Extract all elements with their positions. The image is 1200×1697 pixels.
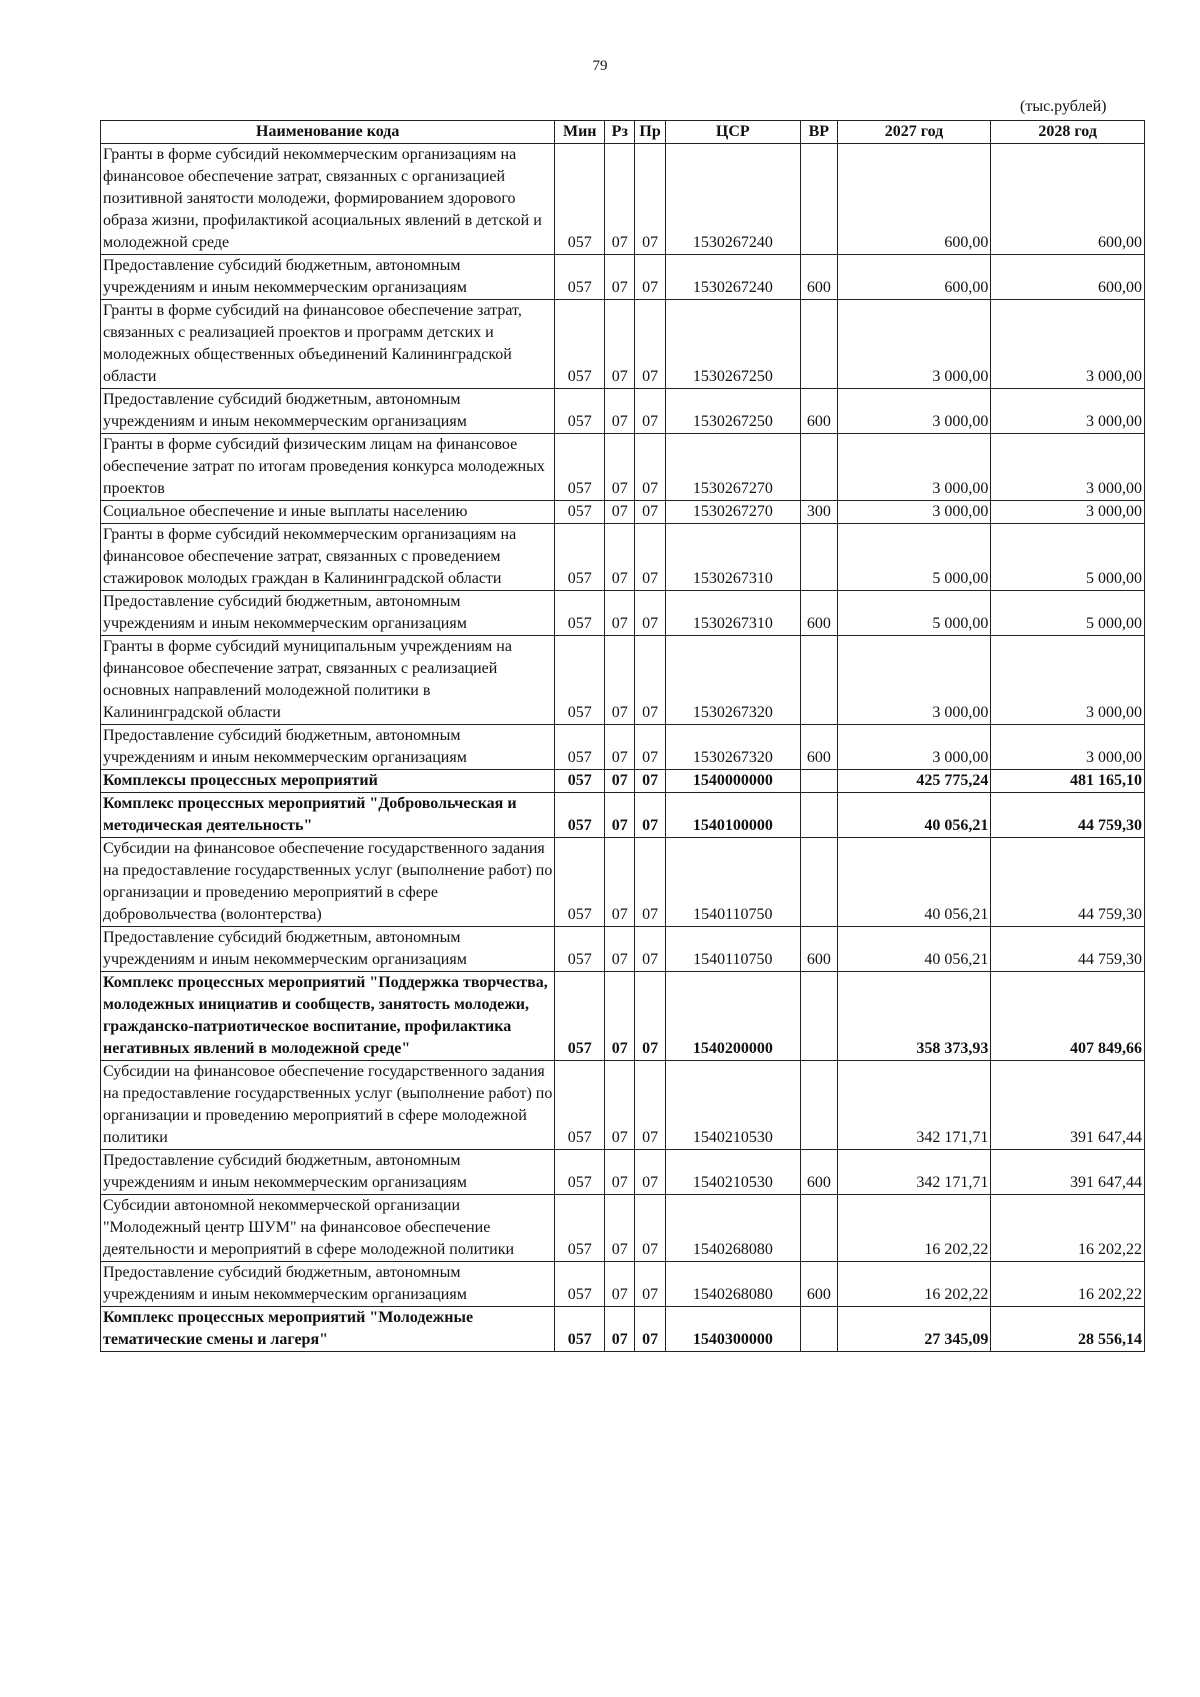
header-rz: Рз xyxy=(605,121,635,144)
cell-vr xyxy=(800,1307,837,1352)
cell-rz: 07 xyxy=(605,501,635,524)
cell-min: 057 xyxy=(555,1262,605,1307)
cell-rz: 07 xyxy=(605,255,635,300)
cell-2027: 358 373,93 xyxy=(837,972,991,1061)
cell-min: 057 xyxy=(555,793,605,838)
cell-2028: 44 759,30 xyxy=(991,927,1145,972)
header-2027: 2027 год xyxy=(837,121,991,144)
cell-min: 057 xyxy=(555,1195,605,1262)
cell-csr: 1540210530 xyxy=(665,1150,800,1195)
table-row xyxy=(101,793,1145,838)
cell-rz: 07 xyxy=(605,591,635,636)
table-row xyxy=(101,255,1145,300)
page-number: 79 xyxy=(592,58,608,74)
cell-2027: 40 056,21 xyxy=(837,793,991,838)
cell-csr: 1530267240 xyxy=(665,255,800,300)
cell-vr xyxy=(800,1061,837,1150)
header-row xyxy=(101,121,1145,144)
cell-rz: 07 xyxy=(605,972,635,1061)
header-csr: ЦСР xyxy=(665,121,800,144)
cell-name: Гранты в форме субсидий на финансовое обеспечение затрат, связанных с реализацией проектов и программ детских и молодежных общественных объединений Калининградской области xyxy=(101,300,555,389)
cell-2028: 16 202,22 xyxy=(991,1195,1145,1262)
cell-csr: 1540110750 xyxy=(665,927,800,972)
cell-2027: 3 000,00 xyxy=(837,389,991,434)
cell-pr: 07 xyxy=(635,1061,665,1150)
cell-csr: 1530267250 xyxy=(665,389,800,434)
cell-rz: 07 xyxy=(605,144,635,255)
table-row xyxy=(101,927,1145,972)
cell-pr: 07 xyxy=(635,524,665,591)
header-vr: ВР xyxy=(800,121,837,144)
cell-2027: 600,00 xyxy=(837,255,991,300)
cell-pr: 07 xyxy=(635,501,665,524)
cell-2027: 16 202,22 xyxy=(837,1262,991,1307)
header-pr: Пр xyxy=(635,121,665,144)
cell-pr: 07 xyxy=(635,434,665,501)
cell-min: 057 xyxy=(555,1061,605,1150)
cell-2027: 40 056,21 xyxy=(837,838,991,927)
cell-min: 057 xyxy=(555,144,605,255)
cell-rz: 07 xyxy=(605,725,635,770)
cell-vr xyxy=(800,793,837,838)
cell-vr xyxy=(800,770,837,793)
cell-min: 057 xyxy=(555,1307,605,1352)
cell-2028: 481 165,10 xyxy=(991,770,1145,793)
cell-name: Предоставление субсидий бюджетным, автономным учреждениям и иным некоммерческим организациям xyxy=(101,591,555,636)
cell-pr: 07 xyxy=(635,927,665,972)
table-row xyxy=(101,389,1145,434)
cell-2028: 3 000,00 xyxy=(991,300,1145,389)
cell-name: Комплексы процессных мероприятий xyxy=(101,770,555,793)
table-row xyxy=(101,1061,1145,1150)
cell-name: Предоставление субсидий бюджетным, автономным учреждениям и иным некоммерческим организациям xyxy=(101,255,555,300)
cell-min: 057 xyxy=(555,636,605,725)
cell-2028: 16 202,22 xyxy=(991,1262,1145,1307)
cell-vr: 600 xyxy=(800,725,837,770)
cell-pr: 07 xyxy=(635,972,665,1061)
cell-csr: 1530267320 xyxy=(665,725,800,770)
header-name: Наименование кода xyxy=(101,121,555,144)
table-row xyxy=(101,300,1145,389)
cell-min: 057 xyxy=(555,927,605,972)
cell-name: Предоставление субсидий бюджетным, автономным учреждениям и иным некоммерческим организациям xyxy=(101,389,555,434)
cell-vr xyxy=(800,972,837,1061)
cell-2027: 342 171,71 xyxy=(837,1061,991,1150)
cell-name: Субсидии автономной некоммерческой организации "Молодежный центр ШУМ" на финансовое обеспечение деятельности и мероприятий в сфере молодежной политики xyxy=(101,1195,555,1262)
cell-rz: 07 xyxy=(605,1262,635,1307)
cell-rz: 07 xyxy=(605,1061,635,1150)
cell-pr: 07 xyxy=(635,144,665,255)
cell-name: Субсидии на финансовое обеспечение государственного задания на предоставление государственных услуг (выполнение работ) по организации и проведению мероприятий в сфере добровольчества (волонтерства) xyxy=(101,838,555,927)
cell-csr: 1540000000 xyxy=(665,770,800,793)
cell-pr: 07 xyxy=(635,255,665,300)
cell-vr: 600 xyxy=(800,1262,837,1307)
cell-pr: 07 xyxy=(635,1195,665,1262)
cell-min: 057 xyxy=(555,501,605,524)
cell-2028: 600,00 xyxy=(991,255,1145,300)
cell-2027: 3 000,00 xyxy=(837,300,991,389)
table-row xyxy=(101,770,1145,793)
table-row xyxy=(101,434,1145,501)
cell-2027: 600,00 xyxy=(837,144,991,255)
table-row xyxy=(101,501,1145,524)
cell-name: Комплекс процессных мероприятий "Добровольческая и методическая деятельность" xyxy=(101,793,555,838)
cell-min: 057 xyxy=(555,524,605,591)
cell-2028: 3 000,00 xyxy=(991,389,1145,434)
cell-rz: 07 xyxy=(605,1307,635,1352)
cell-pr: 07 xyxy=(635,1307,665,1352)
table-row xyxy=(101,725,1145,770)
cell-name: Гранты в форме субсидий некоммерческим организациям на финансовое обеспечение затрат, связанных с проведением стажировок молодых граждан в Калининградской области xyxy=(101,524,555,591)
cell-pr: 07 xyxy=(635,838,665,927)
cell-2027: 3 000,00 xyxy=(837,636,991,725)
cell-csr: 1530267270 xyxy=(665,501,800,524)
table-row xyxy=(101,972,1145,1061)
cell-csr: 1540268080 xyxy=(665,1195,800,1262)
cell-vr xyxy=(800,524,837,591)
cell-csr: 1540210530 xyxy=(665,1061,800,1150)
cell-min: 057 xyxy=(555,770,605,793)
cell-csr: 1530267250 xyxy=(665,300,800,389)
cell-rz: 07 xyxy=(605,524,635,591)
cell-2028: 391 647,44 xyxy=(991,1061,1145,1150)
header-2028: 2028 год xyxy=(991,121,1145,144)
cell-2028: 5 000,00 xyxy=(991,591,1145,636)
cell-name: Субсидии на финансовое обеспечение государственного задания на предоставление государственных услуг (выполнение работ) по организации и проведению мероприятий в сфере молодежной политики xyxy=(101,1061,555,1150)
cell-min: 057 xyxy=(555,591,605,636)
cell-vr: 600 xyxy=(800,389,837,434)
cell-name: Предоставление субсидий бюджетным, автономным учреждениям и иным некоммерческим организациям xyxy=(101,927,555,972)
table-row xyxy=(101,1307,1145,1352)
cell-2028: 44 759,30 xyxy=(991,838,1145,927)
cell-rz: 07 xyxy=(605,793,635,838)
cell-name: Предоставление субсидий бюджетным, автономным учреждениям и иным некоммерческим организациям xyxy=(101,725,555,770)
cell-csr: 1540110750 xyxy=(665,838,800,927)
cell-name: Предоставление субсидий бюджетным, автономным учреждениям и иным некоммерческим организациям xyxy=(101,1262,555,1307)
cell-rz: 07 xyxy=(605,636,635,725)
cell-min: 057 xyxy=(555,255,605,300)
cell-vr xyxy=(800,1195,837,1262)
budget-table xyxy=(100,120,1145,1352)
cell-csr: 1530267310 xyxy=(665,591,800,636)
cell-csr: 1540300000 xyxy=(665,1307,800,1352)
cell-vr: 600 xyxy=(800,255,837,300)
cell-2028: 600,00 xyxy=(991,144,1145,255)
table-row xyxy=(101,636,1145,725)
cell-min: 057 xyxy=(555,972,605,1061)
table-row xyxy=(101,838,1145,927)
header-min: Мин xyxy=(555,121,605,144)
cell-rz: 07 xyxy=(605,1150,635,1195)
cell-2027: 342 171,71 xyxy=(837,1150,991,1195)
cell-2028: 3 000,00 xyxy=(991,725,1145,770)
cell-name: Гранты в форме субсидий физическим лицам на финансовое обеспечение затрат по итогам проведения конкурса молодежных проектов xyxy=(101,434,555,501)
cell-2028: 3 000,00 xyxy=(991,501,1145,524)
cell-2028: 407 849,66 xyxy=(991,972,1145,1061)
cell-2027: 3 000,00 xyxy=(837,725,991,770)
cell-csr: 1530267320 xyxy=(665,636,800,725)
cell-pr: 07 xyxy=(635,1262,665,1307)
cell-rz: 07 xyxy=(605,389,635,434)
cell-pr: 07 xyxy=(635,591,665,636)
cell-vr: 600 xyxy=(800,591,837,636)
cell-min: 057 xyxy=(555,300,605,389)
table-row xyxy=(101,144,1145,255)
cell-name: Гранты в форме субсидий муниципальным учреждениям на финансовое обеспечение затрат, связанных с реализацией основных направлений молодежной политики в Калининградской области xyxy=(101,636,555,725)
table-row xyxy=(101,1150,1145,1195)
cell-rz: 07 xyxy=(605,434,635,501)
cell-pr: 07 xyxy=(635,725,665,770)
cell-vr xyxy=(800,300,837,389)
cell-vr: 300 xyxy=(800,501,837,524)
table-row xyxy=(101,1195,1145,1262)
cell-2028: 5 000,00 xyxy=(991,524,1145,591)
cell-min: 057 xyxy=(555,725,605,770)
cell-2028: 3 000,00 xyxy=(991,636,1145,725)
table-row xyxy=(101,591,1145,636)
cell-name: Гранты в форме субсидий некоммерческим организациям на финансовое обеспечение затрат, связанных с организацией позитивной занятости молодежи, формированием здорового образа жизни, профилактикой асоциальных явлений в детской и молодежной среде xyxy=(101,144,555,255)
cell-csr: 1530267240 xyxy=(665,144,800,255)
cell-name: Предоставление субсидий бюджетным, автономным учреждениям и иным некоммерческим организациям xyxy=(101,1150,555,1195)
cell-2028: 44 759,30 xyxy=(991,793,1145,838)
cell-pr: 07 xyxy=(635,793,665,838)
cell-rz: 07 xyxy=(605,770,635,793)
cell-vr xyxy=(800,636,837,725)
cell-2027: 40 056,21 xyxy=(837,927,991,972)
cell-vr xyxy=(800,144,837,255)
cell-csr: 1540200000 xyxy=(665,972,800,1061)
table-row xyxy=(101,1262,1145,1307)
cell-min: 057 xyxy=(555,389,605,434)
cell-rz: 07 xyxy=(605,927,635,972)
cell-2028: 391 647,44 xyxy=(991,1150,1145,1195)
cell-vr: 600 xyxy=(800,1150,837,1195)
cell-name: Социальное обеспечение и иные выплаты населению xyxy=(101,501,555,524)
cell-rz: 07 xyxy=(605,300,635,389)
cell-pr: 07 xyxy=(635,636,665,725)
cell-2027: 5 000,00 xyxy=(837,591,991,636)
cell-2028: 3 000,00 xyxy=(991,434,1145,501)
cell-rz: 07 xyxy=(605,1195,635,1262)
cell-csr: 1540100000 xyxy=(665,793,800,838)
cell-pr: 07 xyxy=(635,300,665,389)
cell-min: 057 xyxy=(555,1150,605,1195)
cell-csr: 1530267310 xyxy=(665,524,800,591)
cell-vr: 600 xyxy=(800,927,837,972)
cell-csr: 1530267270 xyxy=(665,434,800,501)
cell-2027: 3 000,00 xyxy=(837,434,991,501)
table-row xyxy=(101,524,1145,591)
cell-pr: 07 xyxy=(635,770,665,793)
cell-name: Комплекс процессных мероприятий "Молодежные тематические смены и лагеря" xyxy=(101,1307,555,1352)
cell-vr xyxy=(800,434,837,501)
cell-pr: 07 xyxy=(635,389,665,434)
cell-2027: 425 775,24 xyxy=(837,770,991,793)
cell-name: Комплекс процессных мероприятий "Поддержка творчества, молодежных инициатив и сообществ, занятость молодежи, гражданско-патриотическое воспитание, профилактика негативных явлений в молодежной среде" xyxy=(101,972,555,1061)
cell-2027: 16 202,22 xyxy=(837,1195,991,1262)
cell-2027: 3 000,00 xyxy=(837,501,991,524)
cell-min: 057 xyxy=(555,838,605,927)
units-label: (тыс.рублей) xyxy=(1020,98,1107,115)
cell-vr xyxy=(800,838,837,927)
cell-2027: 5 000,00 xyxy=(837,524,991,591)
cell-2028: 28 556,14 xyxy=(991,1307,1145,1352)
table-body xyxy=(101,144,1145,1352)
cell-rz: 07 xyxy=(605,838,635,927)
cell-csr: 1540268080 xyxy=(665,1262,800,1307)
cell-2027: 27 345,09 xyxy=(837,1307,991,1352)
cell-min: 057 xyxy=(555,434,605,501)
cell-pr: 07 xyxy=(635,1150,665,1195)
